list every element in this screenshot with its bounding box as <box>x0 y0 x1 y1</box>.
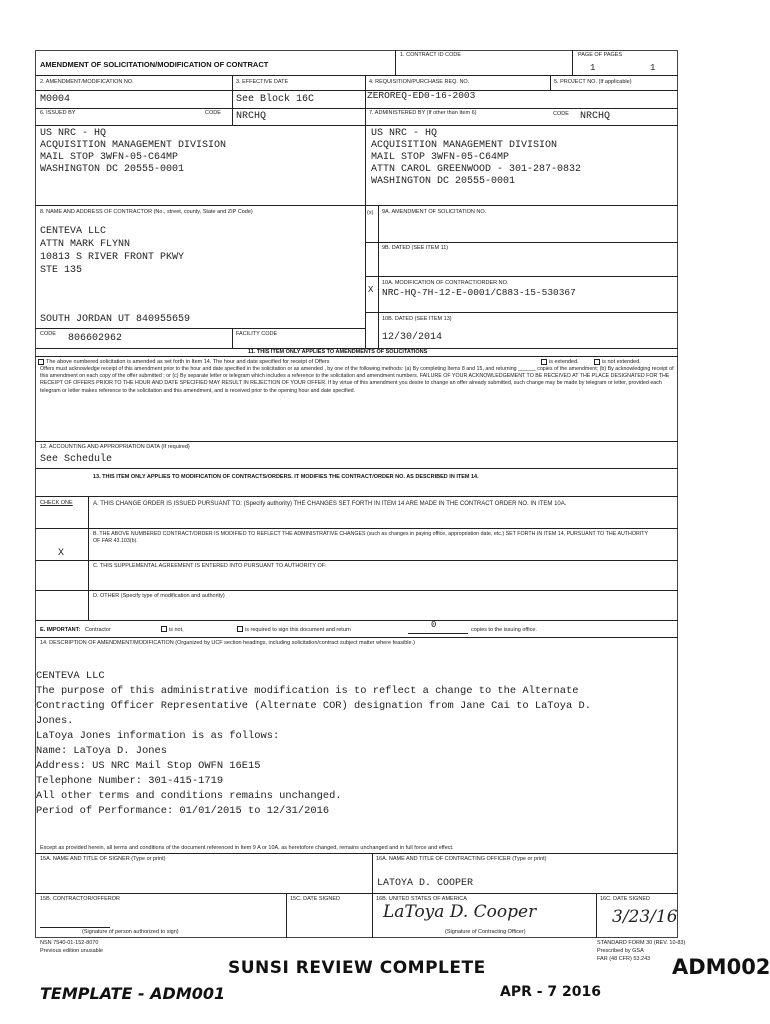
dated-9b-label: 9B. DATED (SEE ITEM 11) <box>382 245 449 251</box>
contractor-line: STE 135 <box>40 265 83 276</box>
contractor-code: 806602962 <box>68 333 123 344</box>
extended-checkbox <box>541 359 547 365</box>
is-required-checkbox <box>237 626 243 632</box>
amendment-no-label: 2. AMENDMENT/MODIFICATION NO. <box>40 79 134 85</box>
mod-x-mark: X <box>368 285 374 295</box>
contract-id-label: 1. CONTRACT ID CODE <box>400 52 462 58</box>
project-no-label: 5. PROJECT NO. (If applicable) <box>554 79 632 85</box>
amendment-no: M0004 <box>40 94 71 105</box>
item11-title: 11. THIS ITEM ONLY APPLIES TO AMENDMENTS OF SOLICITATIONS <box>248 349 428 355</box>
admin-code: NRCHQ <box>580 111 611 122</box>
not-extended-checkbox <box>594 359 600 365</box>
x-column-label: (x) <box>367 210 374 216</box>
page-count: 1 <box>650 63 656 73</box>
page-label: PAGE OF PAGES <box>578 52 623 58</box>
standard-form-text: STANDARD FORM 30 (REV. 10-83) <box>597 940 686 946</box>
admin-code-label: CODE <box>553 111 569 117</box>
signature-caption-16: (Signature of Contracting Officer) <box>445 929 526 935</box>
item13-title: 13. THIS ITEM ONLY APPLIES TO MODIFICATION OF CONTRACTS/ORDERS. IT MODIFIES THE CONTRACT/ORDER NO. AS DESCRIBED IN ITEM 14. <box>93 474 479 480</box>
copies-count: 0 <box>431 620 437 630</box>
contractor-line: CENTEVA LLC <box>40 226 107 237</box>
requisition-label: 4. REQUISITION/PURCHASE REQ. NO. <box>369 79 470 85</box>
issued-by-line: WASHINGTON DC 20555-0001 <box>40 164 185 175</box>
issued-code: NRCHQ <box>236 111 267 122</box>
except-text: Except as provided herein, all terms and conditions of the document referenced in Item 9 A or 10A, as heretofore changed, remains unchanged and in full force and effect. <box>40 845 454 851</box>
date-signed-15c-label: 15C. DATE SIGNED <box>290 896 341 902</box>
is-extended: is extended. <box>549 359 579 365</box>
contractor-offeror-label: 15B. CONTRACTOR/OFFEROR <box>40 896 120 902</box>
description-line: The purpose of this administrative modification is to reflect a change to the Alternate <box>36 685 579 697</box>
issued-by-line: ACQUISITION MANAGEMENT DIVISION <box>40 140 227 151</box>
prescribed-text: Prescribed by GSA <box>597 948 644 954</box>
item11-line1: The above numbered solicitation is amended as set forth in Item 14. The hour and date specified for receipt of Offers <box>46 359 330 365</box>
is-not-extended: is not extended. <box>602 359 641 365</box>
item13-a: A. THIS CHANGE ORDER IS ISSUED PURSUANT TO: (Specify authority) THE CHANGES SET FORTH IN ITEM 14 ARE MADE IN THE CONTRACT ORDER NO. IN ITEM 10A. <box>93 501 567 507</box>
contractor-line: 10813 S RIVER FRONT PKWY <box>40 252 185 263</box>
effective-date-label: 3. EFFECTIVE DATE <box>236 79 289 85</box>
item13-b-mark: X <box>58 548 65 559</box>
amend-solicitation-label: 9A. AMENDMENT OF SOLICITATION NO. <box>382 209 487 215</box>
description-line: LaToya Jones information is as follows: <box>36 730 280 742</box>
is-not-checkbox <box>161 626 167 632</box>
issued-by-line: US NRC - HQ <box>40 128 107 139</box>
description-line: CENTEVA LLC <box>36 670 105 682</box>
sunsi-stamp: SUNSI REVIEW COMPLETE <box>228 958 486 978</box>
contractor-text: Contractor <box>85 627 111 633</box>
contractor-code-label: CODE <box>40 331 56 337</box>
dated-10b: 12/30/2014 <box>382 332 443 343</box>
is-not-text: is not, <box>169 627 184 633</box>
form-title: AMENDMENT OF SOLICITATION/MODIFICATION OF CONTRACT <box>40 60 269 69</box>
description-line: Address: US NRC Mail Stop OWFN 16E15 <box>36 760 261 772</box>
adm-stamp: ADM002 <box>672 955 770 979</box>
handwritten-signature: LaToya D. Cooper <box>383 902 537 922</box>
important-label: E. IMPORTANT: <box>40 627 81 633</box>
description-line: Jones. <box>36 715 74 727</box>
issued-by-line: MAIL STOP 3WFN-05-C64MP <box>40 152 179 163</box>
admin-line: ATTN CAROL GREENWOOD - 301-287-0832 <box>371 164 582 175</box>
admin-line: ACQUISITION MANAGEMENT DIVISION <box>371 140 558 151</box>
accounting-label: 12. ACCOUNTING AND APPROPRIATION DATA (If required) <box>40 444 190 450</box>
check-one-label: CHECK ONE <box>40 500 73 506</box>
copies-text: copies to the issuing office. <box>471 627 537 633</box>
contractor-city: SOUTH JORDAN UT 840955659 <box>40 314 191 325</box>
facility-code-label: FACILITY CODE <box>236 331 278 337</box>
issued-code-label: CODE <box>205 110 221 116</box>
issued-by-label: 6. ISSUED BY <box>40 110 76 116</box>
signature-caption-15: (Signature of person authorized to sign) <box>82 929 179 935</box>
description-line: Contracting Officer Representative (Alternate COR) designation from Jane Cai to LaToya D. <box>36 700 591 712</box>
description-line: Period of Performance: 01/01/2015 to 12/31/2016 <box>36 805 330 817</box>
contractor-label: 8. NAME AND ADDRESS OF CONTRACTOR (No., street, county, State and ZIP Code) <box>40 209 253 215</box>
description-label: 14. DESCRIPTION OF AMENDMENT/MODIFICATION (Organized by UCF section headings, including solicitation/contract subject matter where feasible.) <box>40 640 415 646</box>
requisition-no: ZEROREQ-ED0-16-2003 <box>367 90 476 101</box>
admin-line: WASHINGTON DC 20555-0001 <box>371 176 516 187</box>
handwritten-date: 3/23/16 <box>612 907 678 927</box>
officer-name: LATOYA D. COOPER <box>377 878 474 889</box>
accounting-value: See Schedule <box>40 454 113 465</box>
previous-edition-text: Previous edition unusable <box>40 948 103 954</box>
template-stamp: TEMPLATE - ADM001 <box>40 984 226 1003</box>
effective-date: See Block 16C <box>236 94 315 105</box>
description-line: Telephone Number: 301-415-1719 <box>36 775 224 787</box>
signer-label: 15A. NAME AND TITLE OF SIGNER (Type or print) <box>40 856 166 862</box>
mod-contract-no: NRC-HQ-7H-12-E-0001/C883-15-530367 <box>382 287 576 298</box>
dated-10b-label: 10B. DATED (SEE ITEM 13) <box>382 316 452 322</box>
usa-label: 16B. UNITED STATES OF AMERICA <box>376 896 467 902</box>
item13-c: C. THIS SUPPLEMENTAL AGREEMENT IS ENTERED INTO PURSUANT TO AUTHORITY OF: <box>93 563 327 569</box>
item11-checkbox <box>38 359 44 365</box>
administered-by-label: 7. ADMINISTERED BY (If other than Item 6) <box>369 110 477 116</box>
officer-label: 16A. NAME AND TITLE OF CONTRACTING OFFICER (Type or print) <box>376 856 547 862</box>
date-stamp: APR - 7 2016 <box>500 984 602 1000</box>
description-line: All other terms and conditions remains unchanged. <box>36 790 342 802</box>
date-signed-16c-label: 16C. DATE SIGNED <box>600 896 651 902</box>
item13-b: B. THE ABOVE NUMBERED CONTRACT/ORDER IS MODIFIED TO REFLECT THE ADMINISTRATIVE CHANGES (such as changes in paying office, appropriation date, etc.) SET FORTH IN ITEM 14, PURSUANT TO THE AUTHORITY OF FAR 43.103(b). <box>93 531 648 545</box>
admin-line: MAIL STOP 3WFN-05-C64MP <box>371 152 510 163</box>
contractor-line: ATTN MARK FLYNN <box>40 239 131 250</box>
item13-d: D. OTHER (Specify type of modification and authority) <box>93 593 225 599</box>
admin-line: US NRC - HQ <box>371 128 438 139</box>
page-number: 1 <box>590 63 596 73</box>
item11-body: Offers must acknowledge receipt of this amendment prior to the hour and date specified in the solicitation or as amended , by one of the following methods: (a) By completing Items 8 and 15, and returning ______ copies of the amendment; (b) By acknowledging receipt of this amendment on each copy of the offer submitted ; or (c) By separate letter or telegram which includes a reference to the solicitation and amendment numbers. FAILURE OF YOUR ACKNOWLEDGEMENT TO BE RECEIVED AT THE PLACE DESIGNATED FOR THE RECEIPT OF OFFERS PRIOR TO THE HOUR AND DATE SPECIFIED MAY RESULT IN REJECTION OF YOUR OFFER. If by virtue of this amendment you desire to change an offer already submitted, such change may be made by telegram or letter, provided each telegram or letter makes reference to the solicitation and this amendment, and is received prior to the opening hour and date specified. <box>40 366 674 394</box>
is-required-text: is required to sign this document and return <box>245 627 351 633</box>
description-line: Name: LaToya D. Jones <box>36 745 167 757</box>
mod-contract-label: 10A. MODIFICATION OF CONTRACT/ORDER NO. <box>382 280 509 286</box>
far-text: FAR (48 CFR) 53.243 <box>597 956 651 962</box>
nsn-text: NSN 7540-01-152-8070 <box>40 940 99 946</box>
